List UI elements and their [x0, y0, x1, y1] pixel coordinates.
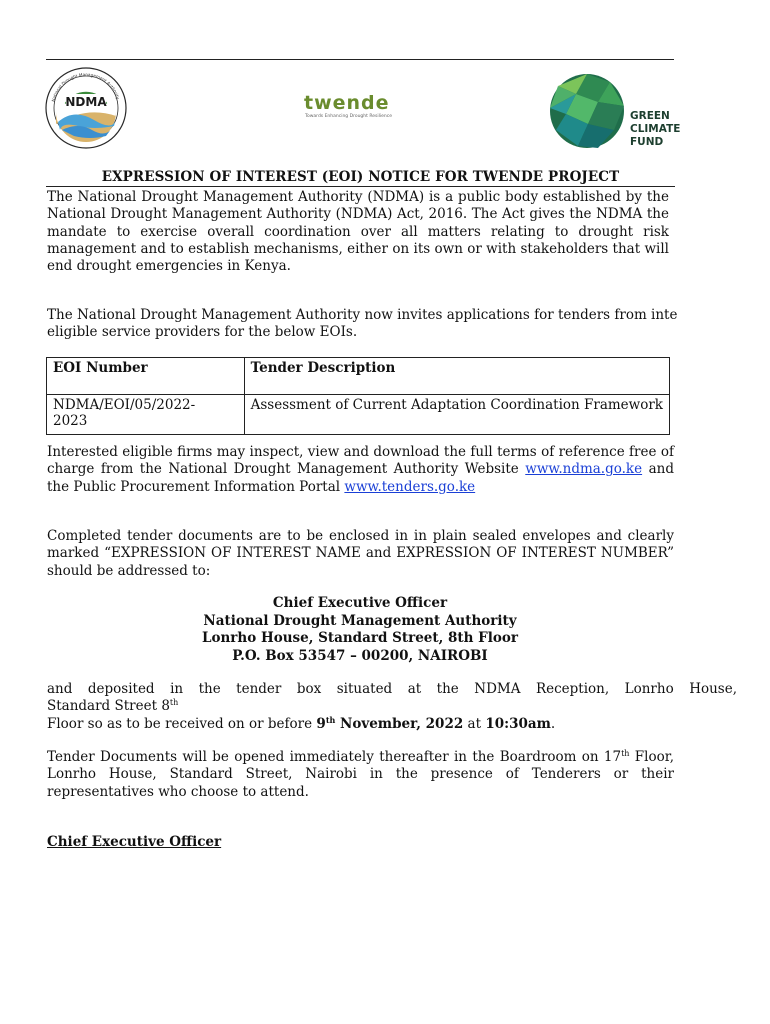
- address-line-street: Lonrho House, Standard Street, 8th Floor: [202, 630, 518, 646]
- invite-paragraph: [47, 307, 770, 342]
- gcf-globe-icon: [548, 72, 626, 150]
- ndma-logo: [44, 66, 128, 150]
- invite-line-2: eligible service providers for the below EOIs.: [47, 324, 358, 341]
- header-eoi-number: EOI Number: [47, 358, 245, 395]
- address-block: [46, 595, 674, 665]
- twende-logo: [300, 92, 410, 132]
- deadline-time: 10:30am: [485, 715, 551, 732]
- twende-wordmark: twende: [304, 92, 390, 114]
- address-line-org: National Drought Management Authority: [203, 612, 517, 629]
- cell-tender-description: Assessment of Current Adaptation Coordination Framework: [244, 395, 669, 435]
- deadline-date: 9: [316, 715, 326, 732]
- deposit-paragraph: and deposited in the tender box situated at the NDMA Reception, Lonrho House, Standard Street 8th Floor so as to be received on or before 9th November, 2022 at 10:30am.: [47, 681, 737, 732]
- cell-eoi-number: NDMA/EOI/05/2022- 2023: [47, 395, 245, 435]
- table-row: [47, 395, 670, 435]
- ndma-website-link[interactable]: www.ndma.go.ke: [525, 461, 643, 478]
- document-title: EXPRESSION OF INTEREST (EOI) NOTICE FOR TWENDE PROJECT: [46, 169, 675, 187]
- eoi-table: [46, 357, 670, 435]
- tenders-portal-link[interactable]: www.tenders.go.ke: [344, 478, 476, 495]
- header-rule: [46, 59, 674, 60]
- gcf-wordmark: GREEN CLIMATE FUND: [630, 110, 681, 148]
- svg-text:National Drought Management Au: National Drought Management Authority: [50, 71, 121, 103]
- address-line-title: Chief Executive Officer: [272, 595, 448, 611]
- twende-tagline: Towards Enhancing Drought Resilience: [305, 114, 392, 119]
- green-climate-fund-logo: [548, 72, 681, 152]
- invite-line-1: The National Drought Management Authority now invites applications for tenders from inte: [47, 307, 678, 323]
- inspect-paragraph: Interested eligible firms may inspect, view and download the full terms of reference free of charge from the National Drought Management Authority Website www.ndma.go.ke and the Public Procurement Information Portal www.tenders.go.ke: [47, 444, 674, 495]
- submission-paragraph: Completed tender documents are to be enclosed in in plain sealed envelopes and clearly marked “EXPRESSION OF INTEREST NAME and EXPRESSION OF INTEREST NUMBER” should be addressed to:: [47, 528, 674, 579]
- intro-paragraph: The National Drought Management Authority (NDMA) is a public body established by the National Drought Management Authority (NDMA) Act, 2016. The Act gives the NDMA the mandate to exercise overall coordination over all matters relating to drought risk management and to establish mechanisms, either on its own or with stakeholders that will end drought emergencies in Kenya.: [47, 189, 669, 275]
- header-tender-description: Tender Description: [244, 358, 669, 395]
- table-header-row: [47, 358, 670, 395]
- svg-text:NDMA: NDMA: [65, 95, 107, 109]
- address-line-box: P.O. Box 53547 – 00200, NAIROBI: [232, 647, 488, 664]
- signoff-title: Chief Executive Officer: [47, 834, 222, 850]
- opening-paragraph: Tender Documents will be opened immediately thereafter in the Boardroom on 17th Floor, Lonrho House, Standard Street, Nairobi in the presence of Tenderers or their representatives who choose to attend.: [47, 749, 674, 800]
